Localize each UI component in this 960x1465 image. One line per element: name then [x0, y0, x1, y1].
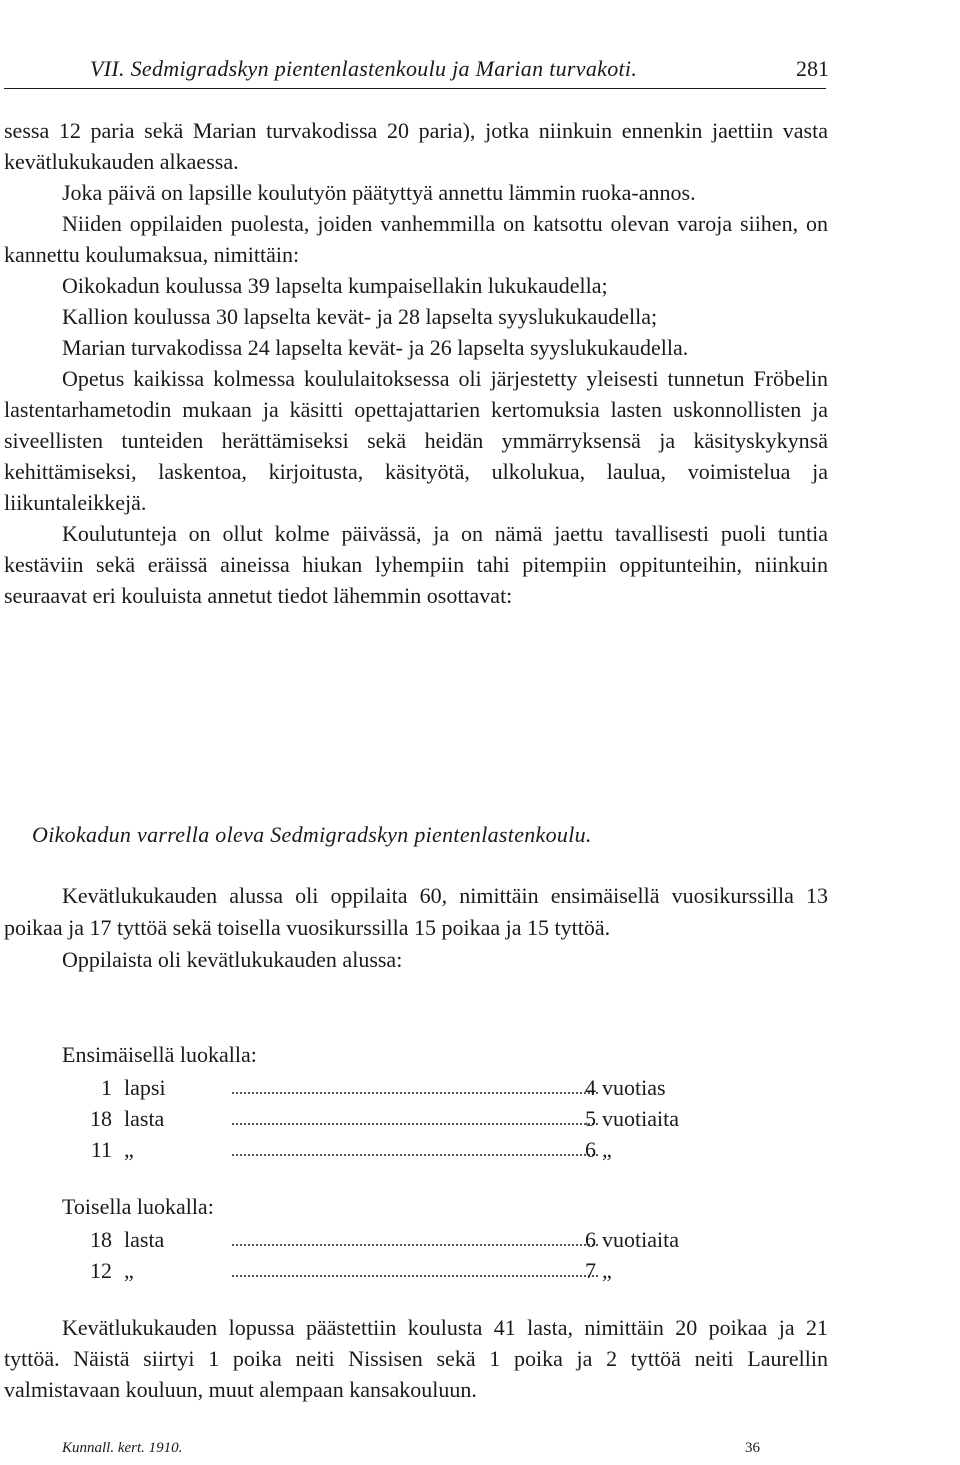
paragraph: Kevätlukukauden lopussa päästettiin koulusta 41 lasta, nimittäin 20 poikaa ja 21 tyttöä. Näistä siirtyi 1 poika neiti Nissisen sekä 1 poika ja 2 tyttöä neiti Laurellin valmistavaan kouluun, muut alempaan kansakouluun.: [4, 1315, 828, 1402]
dot-leader: [232, 1092, 598, 1094]
class-label-first: Ensimäisellä luokalla:: [62, 1042, 257, 1067]
dot-leader: [232, 1244, 598, 1246]
paragraph: Kevätlukukauden alussa oli oppilaita 60, nimittäin ensimäisellä vuosikurssilla 13 poikaa ja 17 tyttöä sekä toisella vuosikurssilla 15 poikaa ja 15 tyttöä.: [4, 883, 828, 940]
footer-source: Kunnall. kert. 1910.: [62, 1440, 183, 1456]
dot-leader: [232, 1275, 598, 1277]
count-word: lasta: [124, 1227, 165, 1252]
count-word: lasta: [124, 1106, 165, 1131]
paragraph: Niiden oppilaiden puolesta, joiden vanhemmilla on katsottu olevan varoja siihen, on kannettu koulumaksua, nimittäin:: [4, 211, 828, 267]
age-unit: vuotiaita: [602, 1106, 679, 1131]
age: 7: [585, 1258, 596, 1283]
fee-list-item: Marian turvakodissa 24 lapselta kevät- ja 26 lapselta syyslukukaudella.: [62, 335, 689, 360]
count-word: lapsi: [124, 1075, 166, 1100]
age-table-second: [62, 1227, 762, 1289]
age: 6: [585, 1227, 596, 1252]
count: 18: [90, 1106, 112, 1131]
dot-leader: [232, 1154, 598, 1156]
age-unit: vuotiaita: [602, 1227, 679, 1252]
page-footer: [0, 1440, 960, 1464]
paragraph: Oppilaista oli kevätlukukauden alussa:: [62, 947, 403, 972]
age-row: [62, 1227, 762, 1258]
age-row: [62, 1106, 762, 1137]
age: 5: [585, 1106, 596, 1131]
age-row: [62, 1258, 762, 1289]
body-section-3: [4, 1312, 828, 1405]
age-row: [62, 1137, 762, 1168]
fee-list-item: Kallion koulussa 30 lapselta kevät- ja 28 lapselta syyslukukaudella;: [62, 304, 658, 329]
paragraph: Joka päivä on lapsille koulutyön päätyttyä annettu lämmin ruoka-annos.: [62, 180, 696, 205]
signature-mark: 36: [745, 1440, 760, 1456]
age-unit: „: [602, 1137, 612, 1162]
dot-leader: [232, 1123, 598, 1125]
paragraph: Opetus kaikissa kolmessa koululaitoksessa oli järjestetty yleisesti tunnetun Fröbelin lastentarhametodin mukaan ja käsitti opettajattarien kertomuksia lasten uskonnollisten ja siveellisten tunteiden herättämiseksi sekä heidän ymmärryksensä ja käsityskykynsä kehittämiseksi, laskentoa, kirjoitusta, käsityötä, ulkolukua, laulua, voimistelua ja liikuntaleikkejä.: [4, 366, 828, 515]
paragraph: sessa 12 paria sekä Marian turvakodissa 20 paria), jotka niinkuin ennenkin jaettiin vasta kevätlukukauden alkaessa.: [4, 118, 828, 174]
age-unit: „: [602, 1258, 612, 1283]
paragraph: Koulutunteja on ollut kolme päivässä, ja on nämä jaettu tavallisesti puoli tuntia kestäviin sekä eräissä aineissa hiukan lyhempiin tahi pitempiin oppitunteihin, niinkuin seuraavat eri kouluista annetut tiedot lähemmin osottavat:: [4, 521, 828, 608]
body-section-1: [4, 115, 828, 611]
fee-list-item: Oikokadun koulussa 39 lapselta kumpaisellakin lukukaudella;: [62, 273, 608, 298]
body-section-2: [4, 880, 828, 976]
count-word: „: [124, 1258, 134, 1283]
age-unit: vuotias: [602, 1075, 666, 1100]
age: 4: [585, 1075, 596, 1100]
section-heading: Oikokadun varrella oleva Sedmigradskyn pientenlastenkoulu.: [32, 822, 592, 847]
age-table-first: [62, 1075, 762, 1168]
count: 1: [101, 1075, 112, 1100]
count: 18: [90, 1227, 112, 1252]
age: 6: [585, 1137, 596, 1162]
count: 11: [90, 1137, 112, 1162]
running-title: VII. Sedmigradskyn pientenlastenkoulu ja Marian turvakoti.: [90, 56, 638, 81]
class-label-second: Toisella luokalla:: [62, 1194, 214, 1219]
count-word: „: [124, 1137, 134, 1162]
count: 12: [90, 1258, 112, 1283]
age-row: [62, 1075, 762, 1106]
page-number: 281: [796, 56, 829, 81]
running-header: [0, 50, 960, 90]
header-rule: [4, 88, 826, 89]
